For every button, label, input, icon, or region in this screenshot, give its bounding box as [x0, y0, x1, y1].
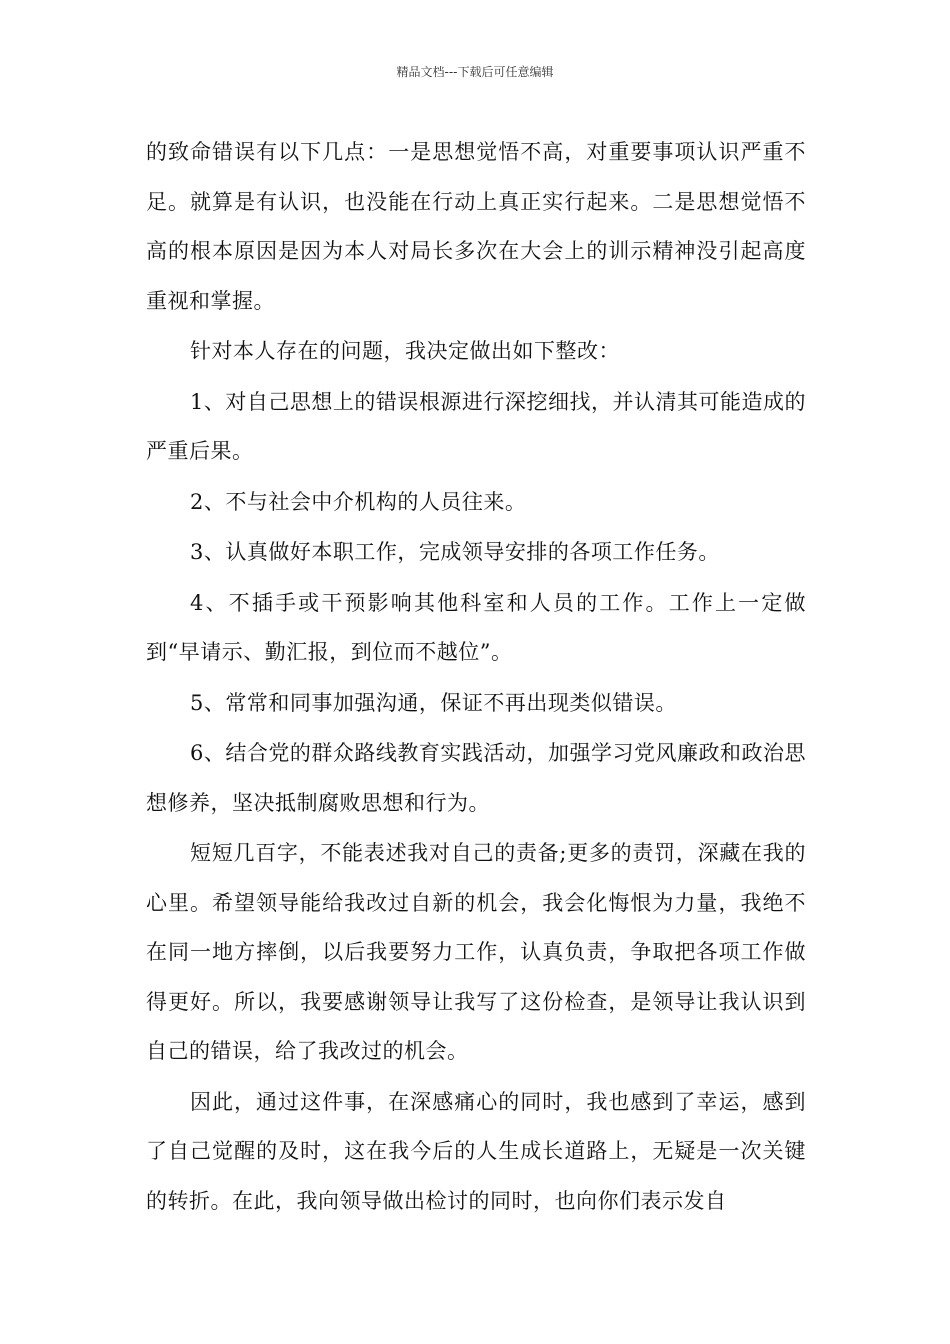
- paragraph-intro-rectification: 针对本人存在的问题，我决定做出如下整改：: [190, 339, 620, 363]
- paragraph-continuation: 的致命错误有以下几点：一是思想觉悟不高，对重要事项认识严重不足。就算是有认识，也没能在行动上真正实行起来。二是思想觉悟不高的根本原因是因为本人对局长多次在大会上的训示精神没引起高度重视和掌握。: [146, 140, 806, 313]
- list-item-3: 3、认真做好本职工作，完成领导安排的各项工作任务。: [190, 540, 720, 564]
- list-item-5: 5、常常和同事加强沟通，保证不再出现类似错误。: [190, 690, 677, 715]
- paragraph-reflection: 短短几百字，不能表述我对自己的责备;更多的责罚，深藏在我的心里。希望领导能给我改过自新的机会，我会化悔恨为力量，我绝不在同一地方摔倒，以后我要努力工作，认真负责，争取把各项工作做得更好。所以，我要感谢领导让我写了这份检查，是领导让我认识到自己的错误，给了我改过的机会。: [146, 841, 806, 1063]
- list-item-2: 2、不与社会中介机构的人员往来。: [190, 489, 527, 514]
- list-item-1: 1、对自己思想上的错误根源进行深挖细找，并认清其可能造成的严重后果。: [146, 389, 806, 463]
- header-title: 精品文档---下载后可任意编辑: [396, 65, 554, 79]
- page-header: [0, 64, 950, 80]
- list-item-4: 4、不插手或干预影响其他科室和人员的工作。工作上一定做到“早请示、勤汇报，到位而不越位”。: [146, 590, 806, 664]
- document-body: [146, 128, 806, 1227]
- paragraph-conclusion: 因此，通过这件事，在深感痛心的同时，我也感到了幸运，感到了自己觉醒的及时，这在我今后的人生成长道路上，无疑是一次关键的转折。在此，我向领导做出检讨的同时，也向你们表示发自: [146, 1089, 806, 1213]
- list-item-6: 6、结合党的群众路线教育实践活动，加强学习党风廉政和政治思想修养，坚决抵制腐败思想和行为。: [146, 741, 806, 815]
